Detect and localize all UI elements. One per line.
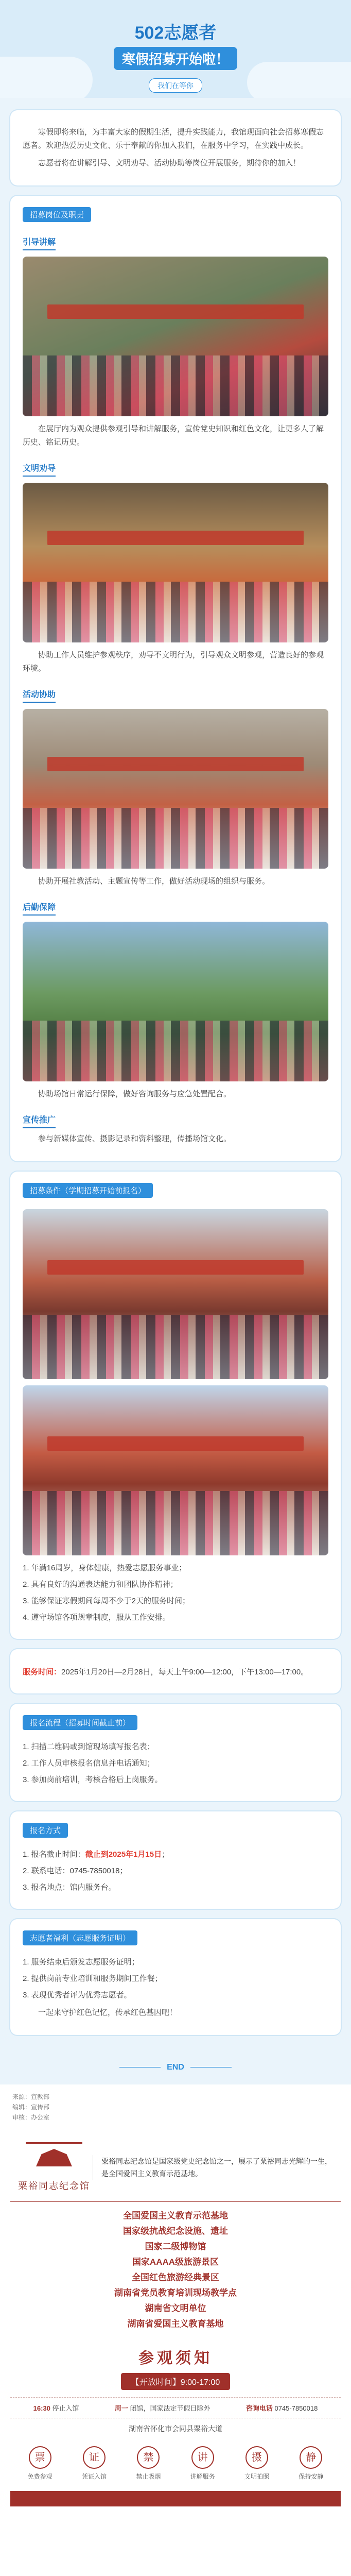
visit-icon-label: 凭证入馆 (81, 2473, 107, 2480)
service-item-text: 协助场馆日常运行保障，做好咨询服务与应急处置配合。 (38, 1090, 232, 1098)
visit-title: 参观须知 (138, 2349, 213, 2367)
museum-name: 粟裕同志纪念馆 (18, 2181, 90, 2192)
signup-deadline: 截止到2025年1月15日 (85, 1850, 162, 1859)
credit-line: 编辑：宣传部 (12, 2104, 50, 2111)
museum-footer (10, 2133, 341, 2506)
section-tag: 报名流程（招募时间截止前） (23, 1715, 137, 1730)
time-card (10, 1649, 341, 1693)
process-line: 1. 扫描二维码或到馆现场填写报名表； (23, 1742, 155, 1751)
notice-key: 咨询电话 (245, 2404, 273, 2412)
hero-title (0, 19, 351, 93)
closing-text: 一起来守护红色记忆，传承红色基因吧！ (38, 2008, 178, 2017)
hero-banner (0, 0, 351, 98)
service-item-text: 协助工作人员维护参观秩序，劝导不文明行为，引导观众文明参观，营造良好的参观环境。 (23, 651, 324, 673)
signup-text: 1. 报名截止时间： (23, 1850, 85, 1859)
hero-subtitle: 我们在等你 (149, 78, 202, 93)
notice-row (10, 2397, 341, 2418)
section-tag: 报名方式 (23, 1823, 68, 1838)
visit-icon-item (69, 2446, 118, 2481)
camera-icon: 摄 (245, 2446, 268, 2469)
requirement-line: 1. 年满16周岁，身体健康，热爱志愿服务事业； (23, 1564, 187, 1572)
content-area (0, 98, 351, 2054)
visit-icon-item (124, 2446, 173, 2481)
honor-item: 国家AAAA级旅游景区 (132, 2257, 219, 2267)
service-item-title: 活动协助 (23, 686, 56, 703)
honor-item: 湖南省党员教育培训现场教学点 (114, 2288, 237, 2298)
notice-value: 闭馆，国家法定节假日除外 (130, 2404, 210, 2412)
museum-building-icon (26, 2142, 82, 2173)
signup-line (23, 1865, 328, 1878)
credit-line: 审核：办公室 (12, 2114, 50, 2121)
volunteer-photo (23, 483, 328, 642)
visit-icon-item (232, 2446, 281, 2481)
visit-icon-label: 保持安静 (299, 2473, 324, 2480)
benefits-card (10, 1919, 341, 2035)
visit-icon-label: 免费参观 (27, 2473, 52, 2480)
benefit-line: 3. 表现优秀者评为优秀志愿者。 (23, 1991, 132, 1999)
requirements-card (10, 1172, 341, 1639)
service-item (23, 453, 328, 675)
hero-title-line2: 寒假招募开始啦！ (114, 47, 237, 70)
visit-icon-label: 讲解服务 (190, 2473, 215, 2480)
museum-address: 湖南省怀化市会同县粟裕大道 (129, 2425, 222, 2433)
visit-icon-item (178, 2446, 227, 2481)
signup-text: 3. 报名地点：馆内服务台。 (23, 1883, 116, 1892)
end-text: END (167, 2063, 184, 2072)
museum-honors (10, 2202, 341, 2338)
section-tag: 志愿者福利（志愿服务证明） (23, 1930, 137, 1945)
honor-item: 湖南省文明单位 (145, 2303, 206, 2313)
visit-icons (10, 2439, 341, 2491)
honor-item: 湖南省爱国主义教育基地 (127, 2319, 224, 2329)
service-card (10, 196, 341, 1161)
volunteer-photo (23, 257, 328, 416)
intro-paragraph: 寒假即将来临，为丰富大家的假期生活，提升实践能力，我馆现面向社会招募寒假志愿者。欢迎热爱历史文化、乐于奉献的你加入我们，在服务中学习，在实践中成长。 (23, 128, 324, 150)
visit-icon-label: 禁止吸烟 (136, 2473, 161, 2480)
requirement-line: 2. 具有良好的沟通表达能力和团队协作精神； (23, 1580, 178, 1589)
section-tag: 招募条件（学期招募开始前报名） (23, 1183, 153, 1198)
notice-key: 16:30 (33, 2404, 50, 2412)
visit-icon-item (15, 2446, 64, 2481)
museum-intro: 粟裕同志纪念馆是国家级党史纪念馆之一，展示了粟裕同志光辉的一生，是全国爱国主义教育示范基地。 (93, 2155, 336, 2180)
museum-logo (15, 2142, 93, 2192)
open-hours (10, 2371, 341, 2397)
museum-header (10, 2133, 341, 2202)
credit-line: 来源：宣教部 (12, 2093, 50, 2100)
notice-item (115, 2403, 210, 2413)
visit-icon-label: 文明拍照 (244, 2473, 269, 2480)
honor-item: 全国爱国主义教育示范基地 (123, 2211, 228, 2221)
requirement-line: 3. 能够保证寒假期间每周不少于2天的服务时间； (23, 1597, 190, 1605)
signup-card (10, 1811, 341, 1909)
service-time-label: 服务时间： (23, 1668, 62, 1676)
honor-item: 国家二级博物馆 (145, 2242, 206, 2251)
notice-item (33, 2403, 79, 2413)
service-item-title: 文明劝导 (23, 460, 56, 477)
notice-value: 0745-7850018 (274, 2404, 318, 2412)
honor-item: 国家级抗战纪念设施、遗址 (123, 2226, 228, 2236)
signup-text: ； (162, 1850, 170, 1859)
id-card-icon: 证 (83, 2446, 106, 2469)
group-photo (23, 1209, 328, 1379)
process-card (10, 1704, 341, 1801)
process-line: 3. 参加岗前培训，考核合格后上岗服务。 (23, 1775, 163, 1784)
service-item-text: 参与新媒体宣传、摄影记录和资料整理，传播场馆文化。 (38, 1134, 232, 1143)
ticket-icon: 票 (29, 2446, 51, 2469)
visit-icon-item (287, 2446, 336, 2481)
guide-icon: 讲 (191, 2446, 214, 2469)
credits (0, 2084, 351, 2130)
benefit-line: 1. 服务结束后颁发志愿服务证明； (23, 1958, 139, 1967)
benefit-line: 2. 提供岗前专业培训和服务期间工作餐； (23, 1974, 163, 1983)
group-photo (23, 1385, 328, 1555)
section-tag: 招募岗位及职责 (23, 207, 91, 222)
open-hours-text: 【开放时间】9:00-17:00 (121, 2373, 231, 2390)
notice-item (246, 2403, 318, 2413)
signup-line (23, 1848, 328, 1861)
service-time (23, 1666, 328, 1679)
honor-item: 全国红色旅游经典景区 (132, 2273, 219, 2282)
volunteer-photo (23, 709, 328, 869)
signup-line (23, 1881, 328, 1894)
service-item (23, 680, 328, 888)
service-item-title: 引导讲解 (23, 233, 56, 250)
notice-value: 停止入馆 (52, 2404, 79, 2412)
service-time-text: 2025年1月20日—2月28日，每天上午9:00—12:00，下午13:00—17:00。 (61, 1668, 309, 1676)
intro-card (10, 110, 341, 185)
service-item-text: 在展厅内为观众提供参观引导和讲解服务，宣传党史知识和红色文化，让更多人了解历史、铭记历史。 (23, 425, 324, 447)
service-item-title: 宣传推广 (23, 1111, 56, 1128)
requirement-line: 4. 遵守场馆各项规章制度，服从工作安排。 (23, 1613, 170, 1622)
service-item (23, 1105, 328, 1146)
notice-key: 周一 (114, 2404, 128, 2412)
no-smoking-icon: 禁 (137, 2446, 160, 2469)
service-item (23, 892, 328, 1101)
intro-paragraph: 志愿者将在讲解引导、文明劝导、活动协助等岗位开展服务，期待你的加入！ (38, 159, 301, 167)
service-item (23, 227, 328, 449)
hero-title-line1: 502志愿者 (134, 23, 217, 43)
quiet-icon: 静 (300, 2446, 322, 2469)
volunteer-photo (23, 922, 328, 1081)
service-item-text: 协助开展社教活动、主题宣传等工作，做好活动现场的组织与服务。 (38, 877, 270, 886)
process-line: 2. 工作人员审核报名信息并电话通知； (23, 1759, 155, 1768)
signup-text: 2. 联系电话：0745-7850018； (23, 1867, 128, 1875)
footer-strip (10, 2491, 341, 2506)
end-marker (0, 2054, 351, 2084)
service-item-title: 后勤保障 (23, 899, 56, 916)
